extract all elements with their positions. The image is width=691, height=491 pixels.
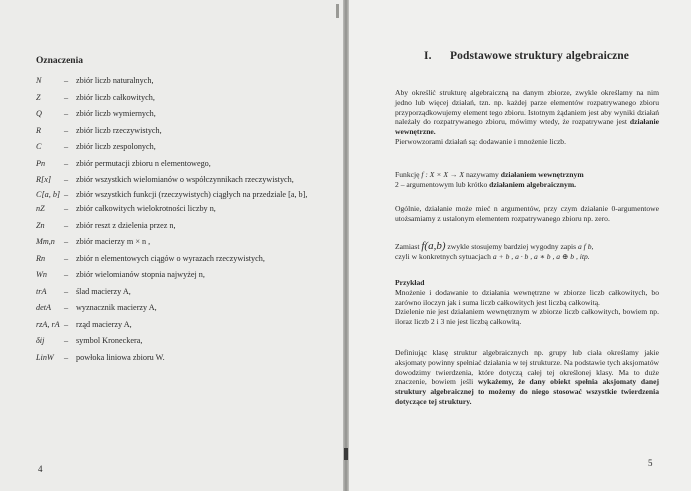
list-item: R[x] – zbiór wszystkich wielomianów o współczynnikach rzeczywistych, [36,175,332,186]
symbol-description: zbiór macierzy m × n , [76,237,151,246]
page-number-right: 5 [648,458,653,468]
symbol: Mm,n [36,237,55,246]
symbol: R[x] [36,175,52,184]
paragraph-axioms: Definiując klasę struktur algebraicznych np. grupy lub ciała określamy jakie aksjomaty powinny spełniać działania w tej strukturze. Na podstawie tych aksjomatów dowodzimy twierdzenia, które dotyczą całej tej określonej klasy. Ma to duże znaczenie, bowiem jeśli wykażemy, że dany obiekt spełnia aksjomaty danej struktury algebraicznej to możemy do niego stosować wszystkie twierdzenia dotyczące tej struktury. [395,348,660,406]
list-item: R – zbiór liczb rzeczywistych, [36,126,332,137]
symbol: C[a, b] [36,189,61,199]
list-item: Wn – zbiór wielomianów stopnia najwyżej n, [36,270,332,281]
formula: a f b [577,242,592,251]
symbol-description: zbiór wszystkich funkcji (rzeczywistych) ciągłych na przedziale [a, b], [76,189,308,199]
paragraph-general: Ogólnie, działanie może mieć n argumentów, przy czym działanie 0-argumentowe utożsamiamy z ustalonym elementem rozpatrywanego zbioru np. zero. [395,204,659,223]
bold-term: wykażemy, że dany obiekt spełnia aksjomaty danej struktury algebraicznej to możemy do niego stosować wszystkie twierdzenia dotyczące tej struktury. [395,377,660,406]
symbol-description: zbiór permutacji zbioru n elementowego, [76,158,211,168]
list-item: Zn – zbiór reszt z dzielenia przez n, [36,221,332,232]
symbol-description: powłoka liniowa zbioru W. [76,352,165,362]
formula: f(a,b) [421,240,446,252]
bold-term: działanie wewnętrzne. [395,117,659,137]
symbol-description: zbiór n elementowych ciągów o wyrazach rzeczywistych, [76,253,265,263]
symbol: Rn [36,253,46,263]
list-item: detA – wyznacznik macierzy A, [36,303,332,314]
symbol-description: zbiór wszystkich wielomianów o współczynnikach rzeczywistych, [76,175,294,184]
example-section: Przykład Mnożenie i dodawanie to działania wewnętrzne w zbiorze liczb całkowitych, bo zarówno iloczyn jak i suma liczb całkowitych jest liczbą całkowitą. Dzielenie nie jest działaniem wewnętrznym w zbiorze liczb całkowitych, bowiem np. iloraz liczb 2 i 3 nie jest liczbą całkowitą. [395,278,659,327]
symbol: rzA, rA [36,319,60,329]
list-item: Q – zbiór liczb wymiernych, [36,109,332,120]
gutter-clip [344,448,348,460]
formula: a + b , a · b , a ∗ b , a ⊕ b , itp. [492,251,590,261]
chapter-title-text: Podstawowe struktury algebraiczne [450,50,629,62]
symbol: Q [36,109,42,118]
symbol-description: zbiór liczb wymiernych, [76,109,156,118]
symbol-description: zbiór reszt z dzielenia przez n, [76,220,176,230]
list-item: δij – symbol Kroneckera, [36,336,332,347]
symbol: δij [36,336,45,345]
symbol: Zn [36,220,45,230]
example-heading: Przykład [395,278,425,287]
symbol-description: ślad macierzy A, [76,286,131,296]
list-item: trA – ślad macierzy A, [36,287,332,298]
symbol: detA [36,303,52,312]
list-item: Mm,n – zbiór macierzy m × n , [36,237,332,248]
chapter-title [424,50,629,62]
symbol: nZ [36,204,45,213]
symbol-description: zbiór liczb rzeczywistych, [76,125,162,135]
symbol: N [36,76,42,85]
symbol-description: zbiór całkowitych wielokrotności liczby n, [76,204,216,213]
list-item: N – zbiór liczb naturalnych, [36,76,332,87]
list-item: LinW – powłoka liniowa zbioru W. [36,353,332,364]
list-item: Rn – zbiór n elementowych ciągów o wyrazach rzeczywistych, [36,254,332,265]
list-item: Pn – zbiór permutacji zbioru n elementowego, [36,159,332,170]
list-item: C – zbiór liczb zespolonych, [36,142,332,153]
symbol-description: symbol Kroneckera, [76,336,143,345]
symbol-description: rząd macierzy A, [76,319,132,329]
symbol: Wn [36,270,47,279]
symbol: trA [36,286,47,296]
page-number-left: 4 [38,464,43,474]
list-item: Z – zbiór liczb całkowitych, [36,93,332,104]
bold-term: działaniem wewnętrznym [500,170,584,179]
symbol: C [36,142,42,151]
symbol: Pn [36,158,46,168]
left-page [0,0,343,491]
symbol-description: zbiór liczb całkowitych, [76,92,155,102]
list-item: nZ – zbiór całkowitych wielokrotności liczby n, [36,204,332,215]
symbol: Z [36,92,41,102]
binding-mark [336,4,339,18]
bold-term: działaniem algebraicznym. [489,179,577,189]
chapter-number: I. [424,50,432,62]
symbols-heading: Oznaczenia [36,56,83,66]
symbol: LinW [36,352,54,362]
paragraph-definition: Funkcję f : X × X → X nazywamy działaniem wewnętrznym 2 – argumentowym lub krótko działaniem algebraicznym. [395,170,584,189]
list-item: C[a, b] – zbiór wszystkich funkcji (rzeczywistych) ciągłych na przedziale [a, b], [36,190,332,201]
symbol-description: zbiór wielomianów stopnia najwyżej n, [76,270,205,279]
formula: f : X × X → X [421,170,465,179]
symbol: R [36,125,42,135]
paragraph-notation: Zamiast f(a,b) zwykle stosujemy bardziej wygodny zapis a f b, czyli w konkretnych sytuacjach a + b , a · b , a ∗ b , a ⊕ b , itp. [395,240,594,261]
symbol-description: zbiór liczb naturalnych, [76,76,154,85]
symbol-description: wyznacznik macierzy A, [76,303,157,312]
paragraph-intro: Aby określić strukturę algebraiczną na danym zbiorze, zwykle określamy na nim jedno lub więcej działań, tzn. np. każdej parze elementów rozpatrywanego zbioru przyporządkowujemy element tego zbioru. Istotnym żądaniem jest aby wyniki działań należały do rozpatrywanego zbioru, mówimy wtedy, że rozpatrywane jest działanie wewnętrzne. Pierwowzorami działań są: dodawanie i mnożenie liczb. [395,88,659,146]
symbol-description: zbiór liczb zespolonych, [76,142,156,151]
symbol-list [36,76,332,369]
list-item: rzA, rA – rząd macierzy A, [36,320,332,331]
